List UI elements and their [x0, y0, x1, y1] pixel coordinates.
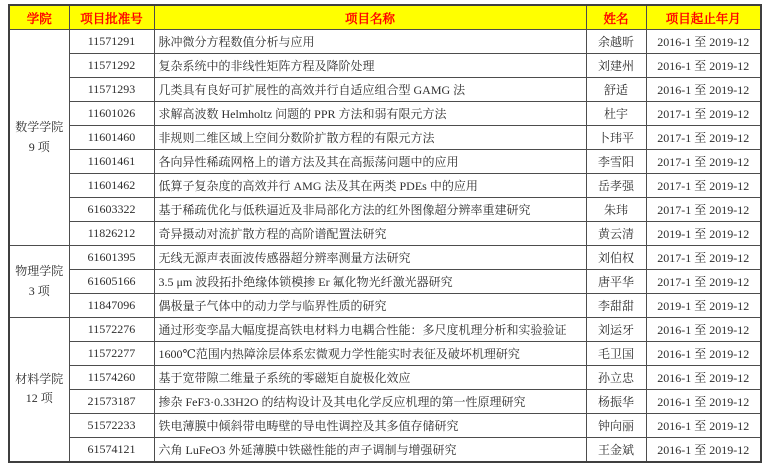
person-cell: 岳孝强 [586, 174, 646, 198]
person-cell: 刘运牙 [586, 318, 646, 342]
approval-no-cell: 61601395 [69, 246, 154, 270]
college-name: 物理学院 [15, 264, 64, 279]
person-cell: 杨振华 [586, 390, 646, 414]
person-cell: 舒适 [586, 78, 646, 102]
approval-no-cell: 11571293 [69, 78, 154, 102]
table-row [9, 366, 761, 390]
table-row [9, 342, 761, 366]
college-group-cell [9, 318, 69, 462]
person-cell: 李雪阳 [586, 150, 646, 174]
duration-cell: 2017-1 至 2019-12 [646, 246, 761, 270]
approval-no-cell: 11826212 [69, 222, 154, 246]
duration-cell: 2016-1 至 2019-12 [646, 318, 761, 342]
project-name-cell: 1600℃范围内热障涂层体系宏微观力学性能实时表征及破坏机理研究 [154, 342, 586, 366]
duration-cell: 2016-1 至 2019-12 [646, 342, 761, 366]
approval-no-cell: 11571292 [69, 54, 154, 78]
project-name-cell: 各向异性稀疏网格上的谱方法及其在高振荡问题中的应用 [154, 150, 586, 174]
table-row [9, 294, 761, 318]
project-name-cell: 偶极量子气体中的动力学与临界性质的研究 [154, 294, 586, 318]
duration-cell: 2016-1 至 2019-12 [646, 414, 761, 438]
person-cell: 孙立忠 [586, 366, 646, 390]
project-name-cell: 3.5 μm 波段拓扑绝缘体锁模掺 Er 氟化物光纤激光器研究 [154, 270, 586, 294]
college-project-count: 12 项 [25, 391, 53, 406]
person-cell: 刘建州 [586, 54, 646, 78]
duration-cell: 2017-1 至 2019-12 [646, 150, 761, 174]
project-name-cell: 脉冲微分方程数值分析与应用 [154, 30, 586, 54]
college-group-cell [9, 246, 69, 318]
duration-cell: 2016-1 至 2019-12 [646, 54, 761, 78]
approval-no-cell: 11571291 [69, 30, 154, 54]
header-row [9, 5, 761, 30]
person-cell: 朱玮 [586, 198, 646, 222]
approval-no-cell: 11601026 [69, 102, 154, 126]
approval-no-cell: 51572233 [69, 414, 154, 438]
project-name-cell: 掺杂 FeF3·0.33H2O 的结构设计及其电化学反应机理的第一性原理研究 [154, 390, 586, 414]
project-name-cell: 铁电薄膜中倾斜带电畴壁的导电性调控及其多值存储研究 [154, 414, 586, 438]
header-approval-no: 项目批准号 [69, 5, 154, 30]
person-cell: 余越昕 [586, 30, 646, 54]
person-cell: 李甜甜 [586, 294, 646, 318]
project-name-cell: 奇异摄动对流扩散方程的高阶谱配置法研究 [154, 222, 586, 246]
table-row [9, 414, 761, 438]
person-cell: 唐平华 [586, 270, 646, 294]
table-row [9, 318, 761, 342]
duration-cell: 2016-1 至 2019-12 [646, 366, 761, 390]
college-project-count: 3 项 [28, 283, 50, 298]
table-row [9, 54, 761, 78]
duration-cell: 2017-1 至 2019-12 [646, 174, 761, 198]
project-name-cell: 基于宽带隙二维量子系统的零磁矩自旋极化效应 [154, 366, 586, 390]
duration-cell: 2017-1 至 2019-12 [646, 126, 761, 150]
duration-cell: 2019-1 至 2019-12 [646, 294, 761, 318]
header-duration: 项目起止年月 [646, 5, 761, 30]
approval-no-cell: 11847096 [69, 294, 154, 318]
table-row [9, 126, 761, 150]
table-row [9, 222, 761, 246]
project-name-cell: 复杂系统中的非线性矩阵方程及降阶处理 [154, 54, 586, 78]
duration-cell: 2017-1 至 2019-12 [646, 270, 761, 294]
college-name: 数学学院 [15, 120, 64, 135]
person-cell: 钟向丽 [586, 414, 646, 438]
project-name-cell: 几类具有良好可扩展性的高效并行自适应组合型 GAMG 法 [154, 78, 586, 102]
approval-no-cell: 21573187 [69, 390, 154, 414]
duration-cell: 2019-1 至 2019-12 [646, 222, 761, 246]
approval-no-cell: 11574260 [69, 366, 154, 390]
table-row [9, 78, 761, 102]
approval-no-cell: 61603322 [69, 198, 154, 222]
approval-no-cell: 11572276 [69, 318, 154, 342]
project-name-cell: 求解高波数 Helmholtz 问题的 PPR 方法和弱有限元方法 [154, 102, 586, 126]
table-row [9, 174, 761, 198]
header-person: 姓名 [586, 5, 646, 30]
project-name-cell: 基于稀疏优化与低秩逼近及非局部化方法的红外图像超分辨率重建研究 [154, 198, 586, 222]
college-group-cell [9, 30, 69, 246]
person-cell: 王金斌 [586, 438, 646, 462]
table-row [9, 30, 761, 54]
college-project-count: 9 项 [28, 139, 50, 154]
projects-table-body [9, 30, 761, 462]
approval-no-cell: 11601462 [69, 174, 154, 198]
project-name-cell: 六角 LuFeO3 外延薄膜中铁磁性能的声子调制与增强研究 [154, 438, 586, 462]
approval-no-cell: 61605166 [69, 270, 154, 294]
header-college: 学院 [9, 5, 69, 30]
project-name-cell: 无线无源声表面波传感器超分辨率测量方法研究 [154, 246, 586, 270]
person-cell: 毛卫国 [586, 342, 646, 366]
table-row [9, 102, 761, 126]
person-cell: 黄云清 [586, 222, 646, 246]
approval-no-cell: 61574121 [69, 438, 154, 462]
table-row [9, 270, 761, 294]
header-project-name: 项目名称 [154, 5, 586, 30]
duration-cell: 2017-1 至 2019-12 [646, 198, 761, 222]
project-name-cell: 通过形变孪晶大幅度提高铁电材料力电耦合性能：多尺度机理分析和实验验证 [154, 318, 586, 342]
person-cell: 卜玮平 [586, 126, 646, 150]
duration-cell: 2016-1 至 2019-12 [646, 438, 761, 462]
approval-no-cell: 11601461 [69, 150, 154, 174]
duration-cell: 2016-1 至 2019-12 [646, 78, 761, 102]
approval-no-cell: 11572277 [69, 342, 154, 366]
duration-cell: 2017-1 至 2019-12 [646, 102, 761, 126]
person-cell: 杜宇 [586, 102, 646, 126]
table-row [9, 390, 761, 414]
table-row [9, 246, 761, 270]
approval-no-cell: 11601460 [69, 126, 154, 150]
projects-table [8, 4, 762, 463]
duration-cell: 2016-1 至 2019-12 [646, 390, 761, 414]
project-name-cell: 非规则二维区域上空间分数阶扩散方程的有限元方法 [154, 126, 586, 150]
table-row [9, 438, 761, 462]
college-name: 材料学院 [15, 372, 64, 387]
table-row [9, 198, 761, 222]
person-cell: 刘伯权 [586, 246, 646, 270]
project-name-cell: 低算子复杂度的高效并行 AMG 法及其在两类 PDEs 中的应用 [154, 174, 586, 198]
table-row [9, 150, 761, 174]
duration-cell: 2016-1 至 2019-12 [646, 30, 761, 54]
